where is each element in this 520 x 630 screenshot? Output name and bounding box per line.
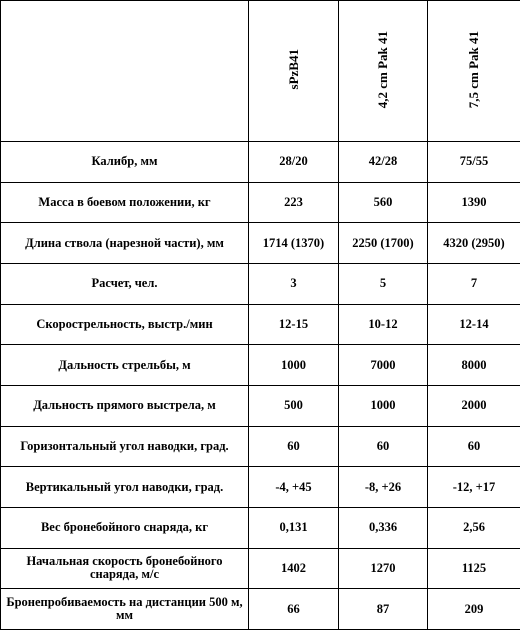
cell-value: 12-14	[428, 304, 520, 345]
cell-value: 1270	[339, 548, 428, 589]
cell-value: 5	[339, 263, 428, 304]
cell-value: 500	[249, 385, 339, 426]
cell-value: 1714 (1370)	[249, 223, 339, 264]
cell-value: -4, +45	[249, 467, 339, 508]
column-header-pak41-42	[339, 1, 428, 142]
cell-value: 75/55	[428, 142, 520, 183]
row-parameter: Расчет, чел.	[1, 263, 249, 304]
cell-value: 10-12	[339, 304, 428, 345]
row-parameter: Калибр, мм	[1, 142, 249, 183]
table-row	[1, 304, 520, 345]
table-row	[1, 467, 520, 508]
column-header-label: 4,2 cm Pak 41	[375, 30, 391, 109]
column-header-label: 7,5 cm Pak 41	[466, 30, 482, 109]
cell-value: 87	[339, 589, 428, 630]
cell-value: 1000	[249, 345, 339, 386]
table-row	[1, 263, 520, 304]
column-header-label: sPzB41	[285, 49, 301, 90]
row-parameter: Вертикальный угол наводки, град.	[1, 467, 249, 508]
column-header-pak41-75	[428, 1, 520, 142]
table-row	[1, 223, 520, 264]
table-row	[1, 548, 520, 589]
cell-value: 1402	[249, 548, 339, 589]
table-row	[1, 589, 520, 630]
cell-value: 223	[249, 182, 339, 223]
table-row	[1, 507, 520, 548]
cell-value: 60	[428, 426, 520, 467]
table-row	[1, 345, 520, 386]
row-parameter: Дальность стрельбы, м	[1, 345, 249, 386]
cell-value: 3	[249, 263, 339, 304]
table-row	[1, 142, 520, 183]
cell-value: 209	[428, 589, 520, 630]
row-parameter: Скорострельность, выстр./мин	[1, 304, 249, 345]
cell-value: 1125	[428, 548, 520, 589]
cell-value: 4320 (2950)	[428, 223, 520, 264]
cell-value: 2250 (1700)	[339, 223, 428, 264]
cell-value: 1000	[339, 385, 428, 426]
row-parameter: Длина ствола (нарезной части), мм	[1, 223, 249, 264]
row-parameter: Вес бронебойного снаряда, кг	[1, 507, 249, 548]
cell-value: 2,56	[428, 507, 520, 548]
row-parameter: Начальная скорость бронебойного снаряда, м/с	[1, 548, 249, 589]
cell-value: 7	[428, 263, 520, 304]
header-row	[1, 1, 520, 142]
cell-value: 60	[339, 426, 428, 467]
table-row	[1, 426, 520, 467]
cell-value: 2000	[428, 385, 520, 426]
cell-value: 1390	[428, 182, 520, 223]
row-parameter: Масса в боевом положении, кг	[1, 182, 249, 223]
row-parameter: Горизонтальный угол наводки, град.	[1, 426, 249, 467]
row-parameter: Бронепробиваемость на дистанции 500 м, мм	[1, 589, 249, 630]
cell-value: -8, +26	[339, 467, 428, 508]
cell-value: 560	[339, 182, 428, 223]
cell-value: 12-15	[249, 304, 339, 345]
corner-cell	[1, 1, 249, 142]
table-row	[1, 385, 520, 426]
cell-value: 7000	[339, 345, 428, 386]
column-header-spzb41	[249, 1, 339, 142]
cell-value: 0,131	[249, 507, 339, 548]
cell-value: 8000	[428, 345, 520, 386]
cell-value: 42/28	[339, 142, 428, 183]
cell-value: 0,336	[339, 507, 428, 548]
cell-value: 60	[249, 426, 339, 467]
row-parameter: Дальность прямого выстрела, м	[1, 385, 249, 426]
cell-value: 66	[249, 589, 339, 630]
table-row	[1, 182, 520, 223]
cell-value: -12, +17	[428, 467, 520, 508]
cell-value: 28/20	[249, 142, 339, 183]
